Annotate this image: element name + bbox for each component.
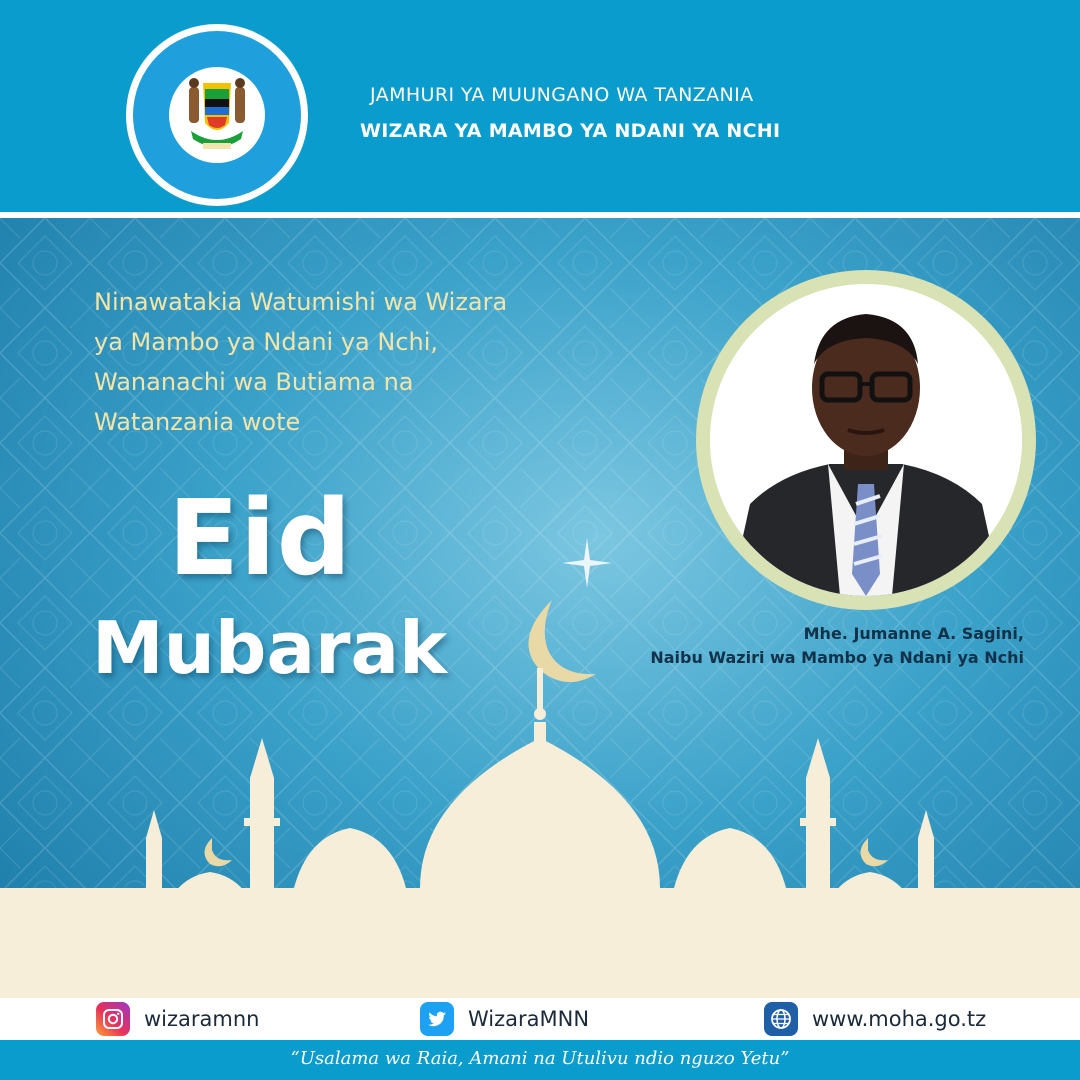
main-banner: [0, 218, 1080, 998]
social-footer: [0, 998, 1080, 1040]
minister-position: Naibu Waziri wa Mambo ya Ndani ya Nchi: [650, 648, 1024, 667]
eid-heading: Eid: [168, 477, 353, 599]
twitter-icon: [420, 1002, 454, 1036]
country-title: JAMHURI YA MUUNGANO WA TANZANIA: [370, 84, 754, 106]
sparkle-icon: [562, 538, 612, 588]
ministry-title: WIZARA YA MAMBO YA NDANI YA NCHI: [360, 120, 781, 142]
motto-bar: [0, 1040, 1080, 1080]
twitter-link[interactable]: [420, 1002, 589, 1036]
portrait-frame: [696, 270, 1036, 610]
greeting-line: ya Mambo ya Ndani ya Nchi,: [94, 328, 439, 356]
motto-text: “Usalama wa Raia, Amani na Utulivu ndio nguzo Yetu”: [290, 1048, 790, 1069]
instagram-link[interactable]: [96, 1002, 259, 1036]
globe-icon: [764, 1002, 798, 1036]
website-link[interactable]: [764, 1002, 986, 1036]
greeting-text: [94, 282, 614, 442]
person-photo-icon: [710, 284, 1022, 596]
mosque-silhouette: [0, 588, 1080, 998]
instagram-handle: wizaramnn: [144, 1007, 260, 1031]
greeting-line: Wananachi wa Butiama na: [94, 368, 414, 396]
minister-portrait: [710, 284, 1022, 596]
twitter-handle: WizaraMNN: [468, 1007, 590, 1031]
header-bar: [0, 0, 1080, 212]
website-url: www.moha.go.tz: [812, 1007, 987, 1031]
mubarak-heading: Mubarak: [92, 606, 448, 690]
instagram-icon: [96, 1002, 130, 1036]
minister-name: Mhe. Jumanne A. Sagini,: [803, 624, 1024, 643]
greeting-line: Ninawatakia Watumishi wa Wizara: [94, 288, 508, 316]
emblem-inner: [133, 31, 301, 199]
ministry-emblem: [126, 24, 308, 206]
greeting-line: Watanzania wote: [94, 408, 301, 436]
coat-of-arms-icon: [133, 31, 301, 199]
